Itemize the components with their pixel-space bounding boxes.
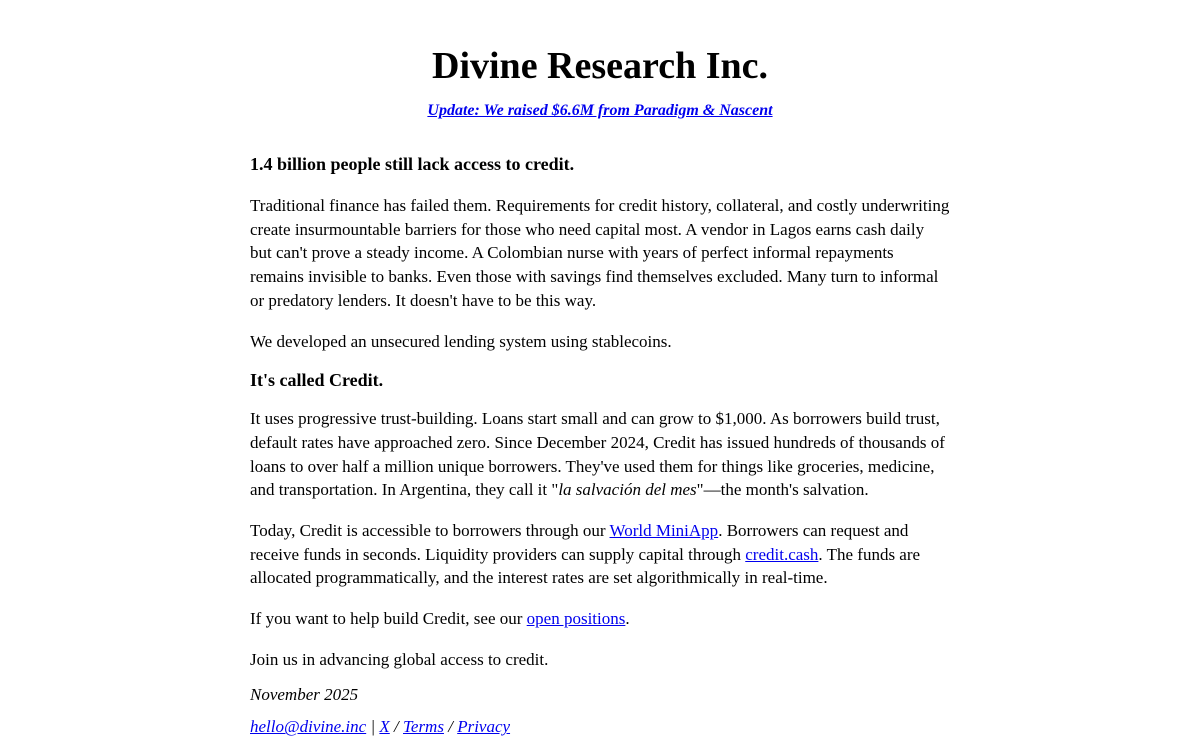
paragraph-access [250, 519, 950, 590]
salvacion-phrase: la salvación del mes [558, 480, 697, 500]
access-text-1: Today, Credit is accessible to borrowers through our [250, 521, 610, 541]
paragraph-problem: Traditional finance has failed them. Requirements for credit history, collateral, and costly underwriting create insurmountable barriers for those who need capital most. A vendor in Lagos earns cash daily but can't prove a steady income. A Colombian nurse with years of perfect informal repayments remains invisible to banks. Even those with savings find themselves excluded. Many turn to informal or predatory lenders. It doesn't have to be this way. [250, 196, 950, 310]
footer-separator: / [443, 717, 458, 737]
paragraph-trust-end: "—the month's salvation. [696, 480, 869, 500]
heading-credit-access: 1.4 billion people still lack access to credit. [250, 154, 575, 174]
credit-cash-link[interactable]: credit.cash [745, 544, 819, 564]
email-link[interactable]: hello@divine.inc [250, 717, 367, 737]
access-text-2: . Borrowers can request and receive funds in seconds. Liquidity providers can supply capital through [250, 521, 909, 564]
update-banner [0, 100, 1200, 122]
privacy-link[interactable]: Privacy [457, 717, 511, 737]
careers-period: . [625, 609, 630, 629]
careers-text: If you want to help build Credit, see our [250, 609, 527, 629]
world-miniapp-link[interactable]: World MiniApp [609, 521, 719, 541]
x-link[interactable]: X [379, 717, 390, 737]
paragraph-careers [250, 607, 950, 631]
heading-credit-name: It's called Credit. [250, 370, 384, 391]
paragraph-trust-text: It uses progressive trust-building. Loans start small and can grow to $1,000. As borrowers build trust, default rates have approached zero. Since December 2024, Credit has issued hundreds of thousands of loans to over half a million unique borrowers. They've used them for things like groceries, medicine, and transportation. In Argentina, they call it " [250, 409, 945, 500]
paragraph-trust-building [250, 407, 950, 502]
funding-update-link[interactable]: Update: We raised $6.6M from Paradigm & Nascent [427, 102, 773, 119]
paragraph-join: Join us in advancing global access to credit. [250, 649, 549, 669]
open-positions-link[interactable]: open positions [526, 609, 626, 629]
footer-separator: | [366, 717, 380, 737]
terms-link[interactable]: Terms [403, 717, 444, 737]
access-text-3: . The funds are allocated programmatically, and the interest rates are set algorithmically in real-time. [250, 544, 921, 588]
paragraph-solution: We developed an unsecured lending system using stablecoins. [250, 331, 672, 351]
article-body [250, 150, 950, 739]
footer-links [250, 715, 950, 739]
site-title: Divine Research Inc. [432, 45, 768, 87]
publish-date: November 2025 [250, 684, 359, 704]
footer-separator: / [389, 717, 403, 737]
